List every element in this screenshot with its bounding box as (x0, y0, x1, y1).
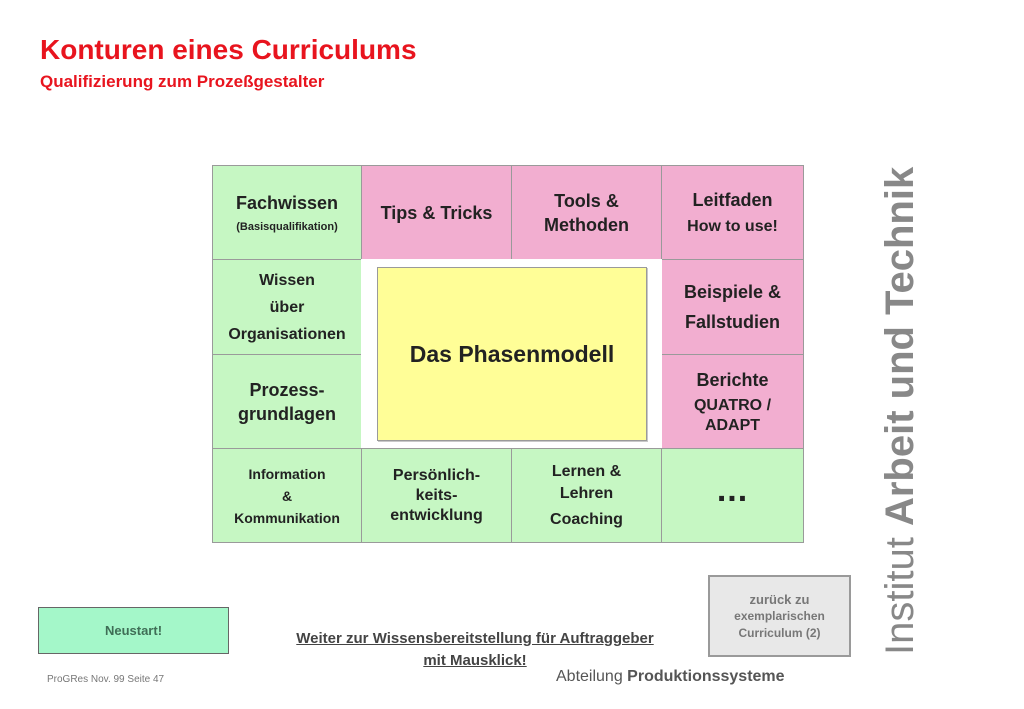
cell-persoenlich-line1: Persönlich- (392, 466, 481, 484)
footer-page-info: ProGRes Nov. 99 Seite 47 (47, 674, 165, 685)
cell-persoenlich-line2: keits- (415, 486, 458, 504)
institute-bold: Arbeit und Technik (878, 166, 922, 527)
cell-prozess-line1: Prozess- (249, 379, 325, 400)
zurueck-line3: Curriculum (2) (738, 625, 821, 640)
cell-leitfaden-line1: Leitfaden (692, 189, 773, 210)
footer-dept-prefix: Abteilung (556, 668, 628, 685)
cell-tools-methoden (511, 165, 662, 260)
cell-wissen-organisationen (212, 259, 362, 355)
cell-prozessgrundlagen (212, 354, 362, 449)
cell-information-kommunikation (212, 448, 362, 543)
cell-information-line1: Information (248, 465, 326, 482)
cell-lernen-line1: Lernen & (551, 462, 622, 480)
cell-wissen-line2: über (269, 298, 305, 316)
phasenmodell-box: Das Phasenmodell (377, 267, 647, 441)
cell-persoenlichkeitsentwicklung (361, 448, 512, 543)
cell-lernen-line3: Coaching (550, 510, 623, 528)
footer-dept-bold: Produktionssysteme (627, 668, 785, 685)
cell-berichte-line1: Berichte (696, 369, 769, 390)
institute-vertical-label (878, 167, 923, 655)
cell-berichte-line3: ADAPT (704, 416, 761, 434)
cell-fachwissen-sub: (Basisqualifikation) (236, 220, 338, 233)
ellipsis-text: ... (716, 471, 749, 509)
cell-information-line2: & (281, 487, 293, 504)
cell-berichte-line2: QUATRO / (693, 396, 772, 414)
cell-fachwissen-label: Fachwissen (235, 192, 339, 213)
cell-tips-label: Tips & Tricks (380, 202, 493, 223)
cell-beispiele-fallstudien (661, 259, 804, 355)
zurueck-line2: exemplarischen (734, 608, 825, 623)
weiter-link[interactable] (250, 628, 700, 672)
cell-beispiele-line1: Beispiele & (683, 282, 782, 302)
institute-prefix: Institut (878, 526, 922, 655)
cell-lernen-lehren (511, 448, 662, 543)
zurueck-line1: zurück zu (749, 591, 810, 607)
cell-ellipsis (661, 448, 804, 543)
cell-information-line3: Kommunikation (234, 509, 340, 526)
neustart-button[interactable]: Neustart! (38, 607, 229, 654)
cell-persoenlich-line3: entwicklung (390, 506, 483, 524)
cell-tools-line2: Methoden (544, 214, 629, 235)
footer-department (556, 668, 785, 686)
cell-wissen-line3: Organisationen (228, 325, 346, 343)
cell-berichte (661, 354, 804, 449)
weiter-link-line1: Weiter zur Wissensbereitstellung für Auftraggeber (296, 630, 654, 647)
weiter-link-line2: mit Mausklick! (423, 652, 527, 669)
cell-lernen-line2: Lehren (559, 484, 614, 502)
cell-prozess-line2: grundlagen (238, 403, 336, 424)
cell-wissen-line1: Wissen (259, 271, 315, 289)
page-title: Konturen eines Curriculums (40, 34, 417, 65)
cell-leitfaden-line2: How to use! (687, 217, 778, 235)
cell-tips-tricks (361, 165, 512, 260)
cell-tools-line1: Tools & (554, 190, 619, 211)
cell-fachwissen (212, 165, 362, 260)
zurueck-button[interactable] (708, 575, 851, 657)
cell-leitfaden (661, 165, 804, 260)
cell-beispiele-line2: Fallstudien (684, 312, 780, 332)
page-subtitle: Qualifizierung zum Prozeßgestalter (40, 72, 325, 91)
